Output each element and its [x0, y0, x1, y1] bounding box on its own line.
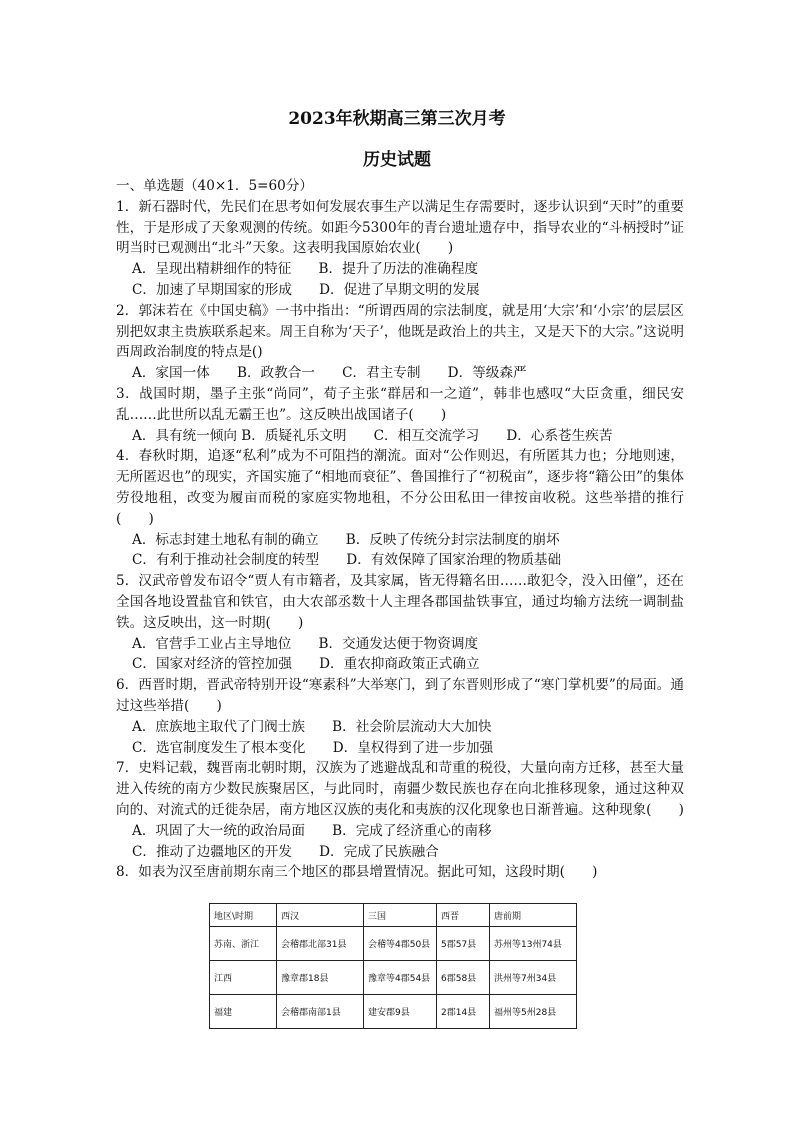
question-7: [116, 758, 684, 862]
table-cell: 豫章等4郡54县: [364, 961, 437, 995]
question-stem: 7．史料记载，魏晋南北朝时期，汉族为了逃避战乱和苛重的税役，大量向南方迁移，甚至大量进入传统的南方少数民族聚居区，与此同时，南疆少数民族也存在向北推移现象，通过这种双向的、对流式的迁徙杂居，南方地区汉族的夷化和夷族的汉化现象也日渐普遍。这种现象( ): [116, 760, 684, 818]
question-options: A．标志封建土地私有制的确立 B．反映了传统分封宗法制度的崩坏: [132, 531, 560, 548]
question-options: C．国家对经济的管控加强 D．重农抑商政策正式确立: [132, 656, 480, 673]
table-cell: 5郡57县: [437, 927, 490, 961]
county-table-wrapper: [209, 903, 577, 1029]
table-cell: 建安郡9县: [364, 995, 437, 1029]
table-cell: 洪州等7州34县: [490, 961, 577, 995]
table-cell: 福建: [210, 995, 277, 1029]
table-cell: 福州等5州28县: [490, 995, 577, 1029]
exam-title: 2023年秋期高三第三次月考: [288, 109, 506, 129]
question-6: [116, 675, 684, 758]
table-cell: 江西: [210, 961, 277, 995]
county-table: [209, 903, 577, 1029]
exam-content: [116, 176, 684, 883]
table-cell: 豫章郡18县: [277, 961, 364, 995]
exam-subject: 历史试题: [363, 150, 431, 170]
question-options: C．加速了早期国家的形成 D．促进了早期文明的发展: [132, 281, 480, 298]
question-options: C．推动了边疆地区的开发 D．完成了民族融合: [132, 843, 439, 860]
question-stem: 4．春秋时期，追逐“私利”成为不可阻挡的潮流。面对“公作则迟，有所匿其力也；分地则速，无所匿迟也”的现实，齐国实施了“相地而衰征”、鲁国推行了“初税亩”，逐步将“籍公田”的集体劳役地租，改变为履亩而税的家庭实物地租，不分公田私田一律按亩收税。这些举措的推行( ): [116, 448, 684, 527]
table-cell: 苏南、浙江: [210, 927, 277, 961]
question-stem: 8．如表为汉至唐前期东南三个地区的郡县增置情况。据此可知，这段时期( ): [116, 864, 598, 881]
table-cell: 2郡14县: [437, 995, 490, 1029]
question-5: [116, 571, 684, 675]
table-row: [210, 961, 577, 995]
question-2: [116, 301, 684, 384]
question-stem: 5．汉武帝曾发布诏令“贾人有市籍者，及其家属，皆无得籍名田……敢犯令，没入田僮”，还在全国各地设置盐官和铁官，由大农部丞数十人主理各郡国盐铁事宜，通过均输方法统一调制盐铁。这反映出，这一时期( ): [116, 573, 684, 631]
table-header-row: [210, 904, 577, 927]
question-stem: 6．西晋时期，晋武帝特别开设“寒素科”大举寒门，到了东晋则形成了“寒门掌机要”的局面。通过这些举措( ): [116, 677, 684, 714]
question-stem: 1．新石器时代，先民们在思考如何发展农事生产以满足生存需要时，逐步认识到“天时”的重要性，于是形成了天象观测的传统。如距今5300年的青台遗址遗存中，指导农业的“斗柄授时”证明当时已观测出“北斗”天象。这表明我国原始农业( ): [116, 198, 684, 257]
question-options: A．呈现出精耕细作的特征 B．提升了历法的准确程度: [132, 261, 479, 278]
table-header-cell: 西汉: [277, 904, 364, 927]
table-header-cell: 西晋: [437, 904, 490, 927]
question-stem: 3．战国时期，墨子主张“尚同”，荀子主张“群居和一之道”，韩非也感叹“大臣贪重，细民安乱……此世所以乱无霸王也”。这反映出战国诸子( ): [116, 385, 684, 423]
question-options: A．官营手工业占主导地位 B．交通发达便于物资调度: [132, 635, 479, 652]
table-row: [210, 927, 577, 961]
question-8: [116, 862, 684, 883]
table-header-cell: 地区\时期: [210, 904, 277, 927]
section-heading: 一、单选题（40×1．5=60分）: [116, 178, 314, 194]
table-header-cell: 唐前期: [490, 904, 577, 927]
question-options: C．有利于推动社会制度的转型 D．有效保障了国家治理的物质基础: [132, 552, 562, 569]
question-options: C．选官制度发生了根本变化 D．皇权得到了进一步加强: [132, 739, 494, 756]
table-cell: 会稽等4郡50县: [364, 927, 437, 961]
question-options: A．巩固了大一统的政治局面 B．完成了经济重心的南移: [132, 822, 492, 839]
question-stem: 2．郭沫若在《中国史稿》一书中指出：“所谓西周的宗法制度，就是用‘大宗’和‘小宗’的层层区别把奴隶主贵族联系起来。周王自称为‘天子’，他既是政治上的共主，又是天下的大宗。”这说明西周政治制度的特点是(): [116, 302, 684, 361]
question-options: A．庶族地主取代了门阀士族 B．社会阶层流动大大加快: [132, 718, 492, 735]
table-header-cell: 三国: [364, 904, 437, 927]
question-options: A．具有统一倾向 B．质疑礼乐文明 C．相互交流学习 D．心系苍生疾苦: [132, 427, 613, 444]
table-cell: 6郡58县: [437, 961, 490, 995]
table-cell: 会稽郡南部1县: [277, 995, 364, 1029]
question-1: [116, 197, 684, 301]
table-cell: 苏州等13州74县: [490, 927, 577, 961]
question-4: [116, 446, 684, 571]
question-3: [116, 384, 684, 446]
table-row: [210, 995, 577, 1029]
table-cell: 会稽郡北部31县: [277, 927, 364, 961]
question-options: A．家国一体 B．政教合一 C．君主专制 D．等级森严: [132, 365, 527, 382]
